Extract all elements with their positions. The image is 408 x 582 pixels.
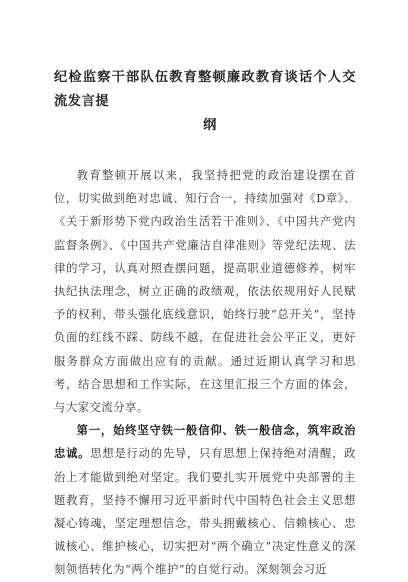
title-line-1: 纪检监察干部队伍教育整顿廉政教育谈话个人交流发言提 xyxy=(54,70,356,109)
document-title xyxy=(54,66,356,138)
paragraph-text: 思想是行动的先导，只有思想上保持绝对清醒，政治上才能做到绝对坚定。我们要扎实开展党中央部署的主题教育，坚持不懈用习近平新时代中国特色社会主义思想凝心铸魂，坚定理想信念，带头拥戴核心、信赖核心、忠诚核心、维护核心，切实把对“两个确立”决定性意义的深刻领悟转化为“两个维护”的自觉行动。深刻领会习近 xyxy=(54,447,357,577)
body-paragraph-2 xyxy=(54,419,356,581)
body-paragraph-1 xyxy=(54,164,356,419)
paragraph-text: 教育整顿开展以来，我坚持把党的政治建设摆在首位，切实做到绝对忠诚、知行合一，持续加强对《D章》、《关于新形势下党内政治生活若干准则》、《中国共产党内监督条例》、《中国共产党廉洁自律准则》等党纪法规、法律的学习，认真对照查摆问题，提高职业道德修养，树牢执纪执法理念，树立正确的政绩观，依法依规用好人民赋予的权利，带头强化底线意识，始终行驶“总开关”，坚持负面的红线不踩、防线不越，在促进社会公平正义，更好服务群众方面做出应有的贡献。通过近期认真学习和思考，结合思想和工作实际，在这里汇报三个方面的体会，与大家交流分享。 xyxy=(54,169,356,415)
paragraph-lead: 第一，始终坚守铁一般信仰、铁一般信念，筑牢政治忠诚。 xyxy=(54,424,356,461)
title-line-2: 纲 xyxy=(203,118,217,133)
